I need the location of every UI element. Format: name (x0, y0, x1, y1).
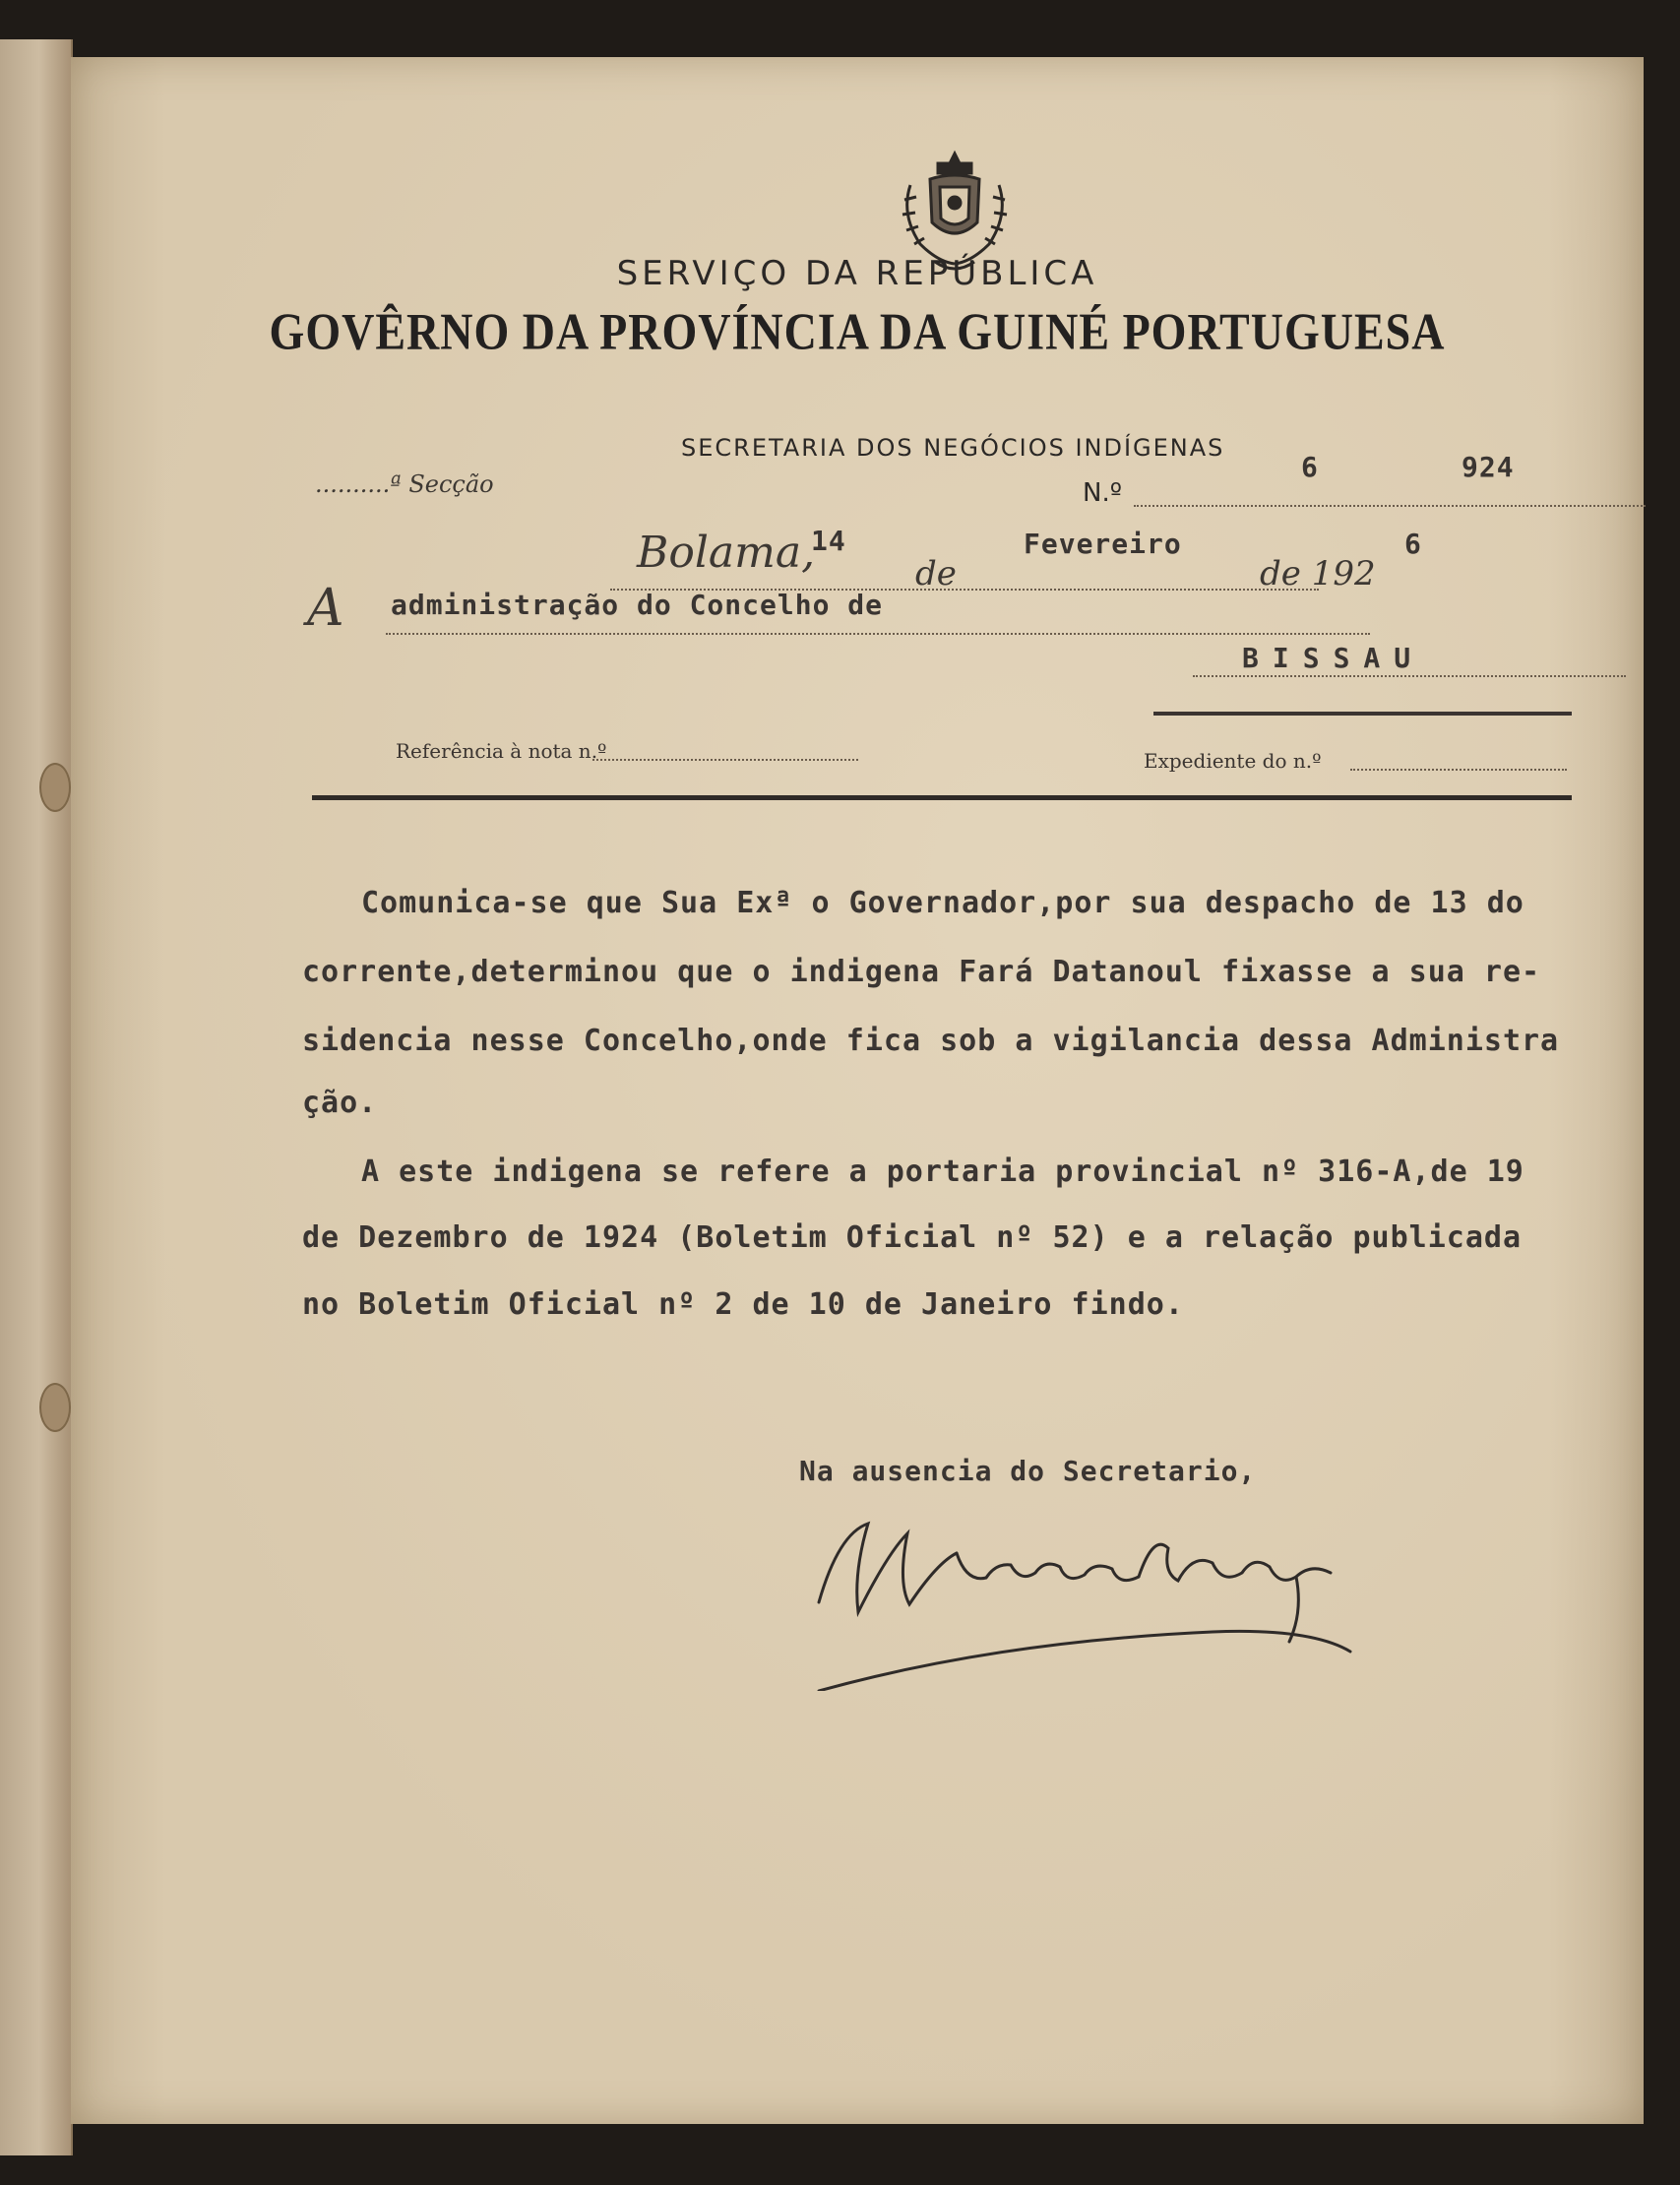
expedient-label: Expediente do n.º (1144, 749, 1322, 773)
seccao-label: ..........ª Secção (315, 470, 494, 498)
city-field-line (1193, 675, 1626, 677)
date-month: Fevereiro (1024, 528, 1182, 560)
left-page-edge (0, 39, 73, 2155)
number-part-a: 6 (1301, 451, 1319, 483)
body-line: A este indigena se refere a portaria provincial nº 316-A,de 19 (361, 1155, 1524, 1189)
body-line: de Dezembro de 1924 (Boletim Oficial nº 52) e a relação publicada (302, 1220, 1522, 1255)
body-line: sidencia nesse Concelho,onde fica sob a vigilancia dessa Administra (302, 1024, 1560, 1058)
date-year-prefix: de 192 (1260, 554, 1376, 593)
header-divider (312, 795, 1572, 800)
addressee-prefix: A (307, 579, 344, 638)
header-secretariat: SECRETARIA DOS NEGÓCIOS INDÍGENAS (681, 434, 1225, 462)
city-rule (1153, 712, 1572, 716)
binding-hole (39, 763, 71, 812)
date-de-label: de (915, 554, 957, 593)
handwritten-signature (799, 1494, 1449, 1691)
number-label: N.º (1083, 478, 1122, 508)
date-place: Bolama, (637, 528, 816, 578)
reference-note-label: Referência à nota n.º (396, 739, 607, 763)
addressee-name: administração do Concelho de (391, 589, 884, 621)
body-line: corrente,determinou que o indigena Fará Datanoul fixasse a sua re- (302, 955, 1541, 989)
header-government: GOVÊRNO DA PROVÍNCIA DA GUINÉ PORTUGUESA (269, 302, 1446, 360)
addressee-field-line (386, 633, 1370, 635)
closing-line: Na ausencia do Secretario, (799, 1455, 1257, 1487)
body-line: Comunica-se que Sua Exª o Governador,por sua despacho de 13 do (361, 886, 1524, 920)
number-field-line (1134, 505, 1646, 507)
number-part-b: 924 (1462, 451, 1515, 483)
body-line: ção. (302, 1086, 378, 1120)
body-line: no Boletim Oficial nº 2 de 10 de Janeiro findo. (302, 1287, 1184, 1322)
date-day: 14 (811, 525, 846, 557)
header-service: SERVIÇO DA REPÚBLICA (616, 254, 1098, 293)
reference-note-line (592, 759, 858, 761)
addressee-city: BISSAU (1242, 642, 1425, 674)
binding-hole (39, 1383, 71, 1432)
date-year-suffix: 6 (1404, 528, 1422, 560)
expedient-line (1350, 769, 1567, 771)
document-sheet (71, 57, 1644, 2124)
